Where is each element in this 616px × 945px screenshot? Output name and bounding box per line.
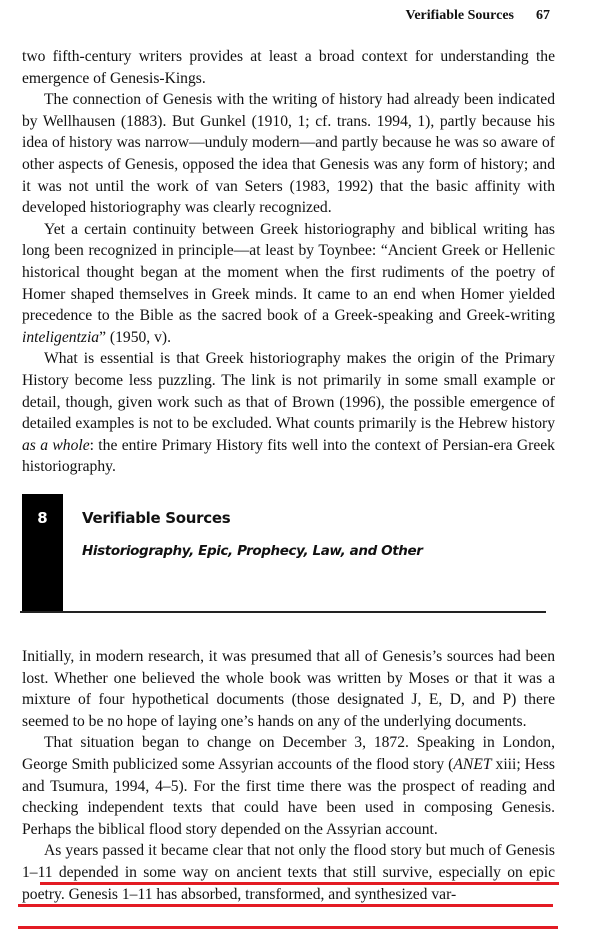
running-head (380, 8, 550, 24)
paragraph-text: : the entire Primary History fits well into the context of Persian-era Greek historiography. (22, 436, 555, 476)
paragraph-text: Yet a certain continuity between Greek historiography and biblical writing has long been recognized in principle—at least by Toynbee: “Ancient Greek or Hellenic historical thought began at the moment when the first rudiments of the poetry of Homer shaped themselves in Greek minds. It came to an end when Homer yielded precedence to the Bible as the sacred book of a Greek-speaking and Greek-writing (22, 220, 555, 325)
italic-term: ANET (453, 755, 492, 773)
paragraph: Initially, in modern research, it was presumed that all of Genesis’s sources had been lost. Whether one believed the whole book was written by Moses or that it was a mixture of four hypothetical documents (those designated J, E, D, and P) there seemed to be no hope of laying one’s hands on any of the underlying documents. (22, 648, 555, 730)
paragraph-text: What is essential is that Greek historiography makes the origin of the Primary History become less puzzling. The link is not primarily in some small example or detail, though, given work such as that of Brown (1996), the possible emergence of detailed examples is not to be excluded. What counts primarily is the Hebrew history (22, 350, 555, 433)
highlighted-paragraph: As years passed it became clear that not only the flood story but much of Genesis 1–11 depended in some way on ancient texts that still survive, especially on epic poetry. Genesis 1–11 has absorbed, transformed, and synthesized var- (22, 842, 555, 903)
chapter-body (22, 646, 555, 905)
chapter-title: Verifiable Sources (82, 509, 231, 527)
italic-term: inteligentzia (22, 328, 100, 346)
running-head-title: Verifiable Sources (405, 8, 514, 23)
chapter-divider (20, 611, 546, 613)
paragraph (22, 732, 555, 840)
red-underline-annotation (18, 926, 558, 929)
page-number: 67 (536, 8, 550, 23)
paragraph-text: That situation began to change on December 3, 1872. Speaking in London, George Smith publicized some Assyrian accounts of the flood story ( (22, 734, 555, 773)
paragraph: The connection of Genesis with the writing of history had already been indicated by Wellhausen (1883). But Gunkel (1910, 1; cf. trans. 1994, 1), partly because his idea of history was narrow—unduly modern—and partly because he was so aware of other aspects of Genesis, opposed the idea that Genesis was any form of history; and it was not until the work of van Seters (1983, 1992) that the basic affinity with developed historiography was clearly recognized. (22, 91, 555, 217)
section-continuation (22, 46, 555, 478)
red-underline-annotation (18, 904, 553, 907)
red-underline-annotation (40, 882, 559, 885)
paragraph (22, 219, 555, 349)
chapter-subtitle: Historiography, Epic, Prophecy, Law, and Other (82, 543, 423, 559)
paragraph-text: xiii; Hess and Tsumura, 1994, 4–5). For the first time there was the prospect of reading and checking independent texts that could have been used in composing Genesis. Perhaps the biblical flood story depended on the Assyrian account. (22, 755, 555, 838)
paragraph-text: ” (1950, v). (99, 328, 171, 346)
paragraph: two fifth-century writers provides at least a broad context for understanding the emergence of Genesis-Kings. (22, 48, 555, 87)
paragraph (22, 348, 555, 478)
italic-term: as a whole (22, 436, 90, 454)
chapter-number: 8 (37, 509, 48, 527)
